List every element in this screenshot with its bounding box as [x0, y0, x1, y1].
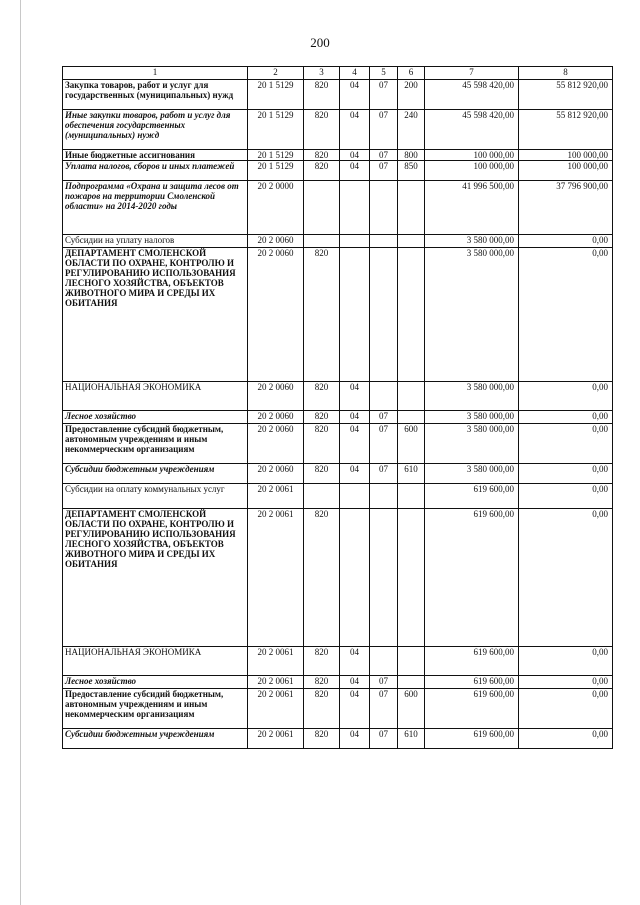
row-name: Иные бюджетные ассигнования [63, 150, 248, 161]
row-name: Уплата налогов, сборов и иных платежей [63, 161, 248, 181]
row-section-code: 04 [340, 80, 370, 110]
row-section-code: 04 [340, 424, 370, 464]
row-subsection-code: 07 [370, 161, 398, 181]
table-row [63, 689, 613, 729]
row-amount-year-2: 0,00 [519, 484, 613, 509]
row-amount-year-1: 3 580 000,00 [425, 248, 519, 382]
row-amount-year-1: 45 598 420,00 [425, 80, 519, 110]
row-target-code: 20 1 5129 [248, 161, 304, 181]
row-target-code: 20 2 0061 [248, 647, 304, 676]
row-amount-year-1: 619 600,00 [425, 484, 519, 509]
table-row [63, 235, 613, 248]
table-row [63, 110, 613, 150]
row-section-code: 04 [340, 161, 370, 181]
row-amount-year-1: 619 600,00 [425, 689, 519, 729]
row-target-code: 20 2 0060 [248, 411, 304, 424]
row-amount-year-1: 100 000,00 [425, 161, 519, 181]
row-expense-type: 200 [398, 80, 425, 110]
row-target-code: 20 2 0060 [248, 464, 304, 484]
row-grbs-code: 820 [304, 80, 340, 110]
page-number: 200 [310, 35, 330, 50]
row-subsection-code [370, 235, 398, 248]
row-amount-year-2: 100 000,00 [519, 161, 613, 181]
row-name: Лесное хозяйство [63, 411, 248, 424]
row-grbs-code: 820 [304, 150, 340, 161]
row-target-code: 20 1 5129 [248, 150, 304, 161]
row-amount-year-1: 619 600,00 [425, 729, 519, 749]
header-cell: 3 [304, 67, 340, 80]
row-name: Предоставление субсидий бюджетным, автономным учреждениям и иным некоммерческим организациям [63, 424, 248, 464]
row-amount-year-2: 0,00 [519, 509, 613, 647]
row-section-code [340, 235, 370, 248]
row-subsection-code: 07 [370, 464, 398, 484]
row-expense-type: 240 [398, 110, 425, 150]
row-name: ДЕПАРТАМЕНТ СМОЛЕНСКОЙ ОБЛАСТИ ПО ОХРАНЕ, КОНТРОЛЮ И РЕГУЛИРОВАНИЮ ИСПОЛЬЗОВАНИЯ ЛЕСНОГО ХОЗЯЙСТВА, ОБЪЕКТОВ ЖИВОТНОГО МИРА И СРЕДЫ ИХ ОБИТАНИЯ [63, 509, 248, 647]
row-subsection-code: 07 [370, 80, 398, 110]
row-amount-year-2: 0,00 [519, 647, 613, 676]
row-amount-year-1: 619 600,00 [425, 676, 519, 689]
row-subsection-code: 07 [370, 689, 398, 729]
row-subsection-code: 07 [370, 729, 398, 749]
row-target-code: 20 2 0061 [248, 509, 304, 647]
row-expense-type [398, 676, 425, 689]
row-target-code: 20 1 5129 [248, 110, 304, 150]
row-expense-type: 600 [398, 689, 425, 729]
row-grbs-code: 820 [304, 647, 340, 676]
row-amount-year-2: 0,00 [519, 424, 613, 464]
row-amount-year-2: 0,00 [519, 676, 613, 689]
table-row [63, 248, 613, 382]
row-section-code: 04 [340, 411, 370, 424]
row-name: Иные закупки товаров, работ и услуг для обеспечения государственных (муниципальных) нужд [63, 110, 248, 150]
row-grbs-code: 820 [304, 382, 340, 411]
row-subsection-code [370, 181, 398, 235]
row-grbs-code: 820 [304, 676, 340, 689]
row-amount-year-2: 0,00 [519, 382, 613, 411]
row-target-code: 20 2 0000 [248, 181, 304, 235]
table-row [63, 464, 613, 484]
row-grbs-code [304, 235, 340, 248]
row-amount-year-2: 0,00 [519, 729, 613, 749]
table-row [63, 729, 613, 749]
row-subsection-code [370, 382, 398, 411]
row-grbs-code: 820 [304, 729, 340, 749]
table-rows [63, 80, 613, 749]
row-target-code: 20 2 0061 [248, 484, 304, 509]
row-name: Подпрограмма «Охрана и защита лесов от пожаров на территории Смоленской области» на 2014-2020 годы [63, 181, 248, 235]
row-grbs-code: 820 [304, 161, 340, 181]
row-section-code [340, 484, 370, 509]
row-grbs-code: 820 [304, 464, 340, 484]
row-expense-type [398, 411, 425, 424]
table-row [63, 161, 613, 181]
row-amount-year-1: 3 580 000,00 [425, 382, 519, 411]
row-target-code: 20 2 0060 [248, 248, 304, 382]
row-amount-year-2: 100 000,00 [519, 150, 613, 161]
row-name: Лесное хозяйство [63, 676, 248, 689]
row-name: Предоставление субсидий бюджетным, автономным учреждениям и иным некоммерческим организациям [63, 689, 248, 729]
table-row [63, 382, 613, 411]
row-amount-year-1: 3 580 000,00 [425, 411, 519, 424]
row-amount-year-1: 45 598 420,00 [425, 110, 519, 150]
row-expense-type [398, 181, 425, 235]
header-cell: 7 [425, 67, 519, 80]
table-row [63, 647, 613, 676]
row-section-code: 04 [340, 729, 370, 749]
row-expense-type [398, 647, 425, 676]
table-row [63, 181, 613, 235]
row-section-code: 04 [340, 382, 370, 411]
row-section-code: 04 [340, 464, 370, 484]
row-expense-type: 800 [398, 150, 425, 161]
row-grbs-code: 820 [304, 411, 340, 424]
row-subsection-code: 07 [370, 411, 398, 424]
row-target-code: 20 2 0060 [248, 424, 304, 464]
row-name: Закупка товаров, работ и услуг для государственных (муниципальных) нужд [63, 80, 248, 110]
row-subsection-code: 07 [370, 676, 398, 689]
scan-edge-line [20, 0, 21, 905]
table-row [63, 509, 613, 647]
row-amount-year-1: 3 580 000,00 [425, 424, 519, 464]
row-target-code: 20 2 0061 [248, 729, 304, 749]
row-subsection-code [370, 509, 398, 647]
row-subsection-code [370, 647, 398, 676]
row-section-code [340, 509, 370, 647]
row-amount-year-2: 0,00 [519, 248, 613, 382]
table-row [63, 411, 613, 424]
row-subsection-code [370, 248, 398, 382]
row-subsection-code: 07 [370, 110, 398, 150]
row-name: Субсидии бюджетным учреждениям [63, 729, 248, 749]
header-cell: 2 [248, 67, 304, 80]
row-name: Субсидии на уплату налогов [63, 235, 248, 248]
row-amount-year-2: 55 812 920,00 [519, 110, 613, 150]
row-subsection-code: 07 [370, 424, 398, 464]
row-target-code: 20 2 0060 [248, 382, 304, 411]
row-expense-type: 610 [398, 464, 425, 484]
row-amount-year-2: 55 812 920,00 [519, 80, 613, 110]
row-amount-year-1: 41 996 500,00 [425, 181, 519, 235]
row-grbs-code: 820 [304, 424, 340, 464]
row-expense-type [398, 509, 425, 647]
row-amount-year-2: 0,00 [519, 464, 613, 484]
row-section-code: 04 [340, 676, 370, 689]
row-expense-type [398, 484, 425, 509]
row-amount-year-2: 0,00 [519, 689, 613, 729]
row-amount-year-1: 100 000,00 [425, 150, 519, 161]
row-name: НАЦИОНАЛЬНАЯ ЭКОНОМИКА [63, 647, 248, 676]
row-section-code: 04 [340, 647, 370, 676]
row-name: Субсидии бюджетным учреждениям [63, 464, 248, 484]
row-subsection-code: 07 [370, 150, 398, 161]
row-amount-year-2: 0,00 [519, 411, 613, 424]
header-row [63, 67, 613, 80]
header-cell: 8 [519, 67, 613, 80]
row-amount-year-2: 0,00 [519, 235, 613, 248]
row-name: Субсидии на оплату коммунальных услуг [63, 484, 248, 509]
table-row [63, 80, 613, 110]
row-subsection-code [370, 484, 398, 509]
row-amount-year-1: 619 600,00 [425, 509, 519, 647]
header-cell: 4 [340, 67, 370, 80]
row-section-code [340, 181, 370, 235]
row-target-code: 20 1 5129 [248, 80, 304, 110]
row-section-code: 04 [340, 110, 370, 150]
row-section-code [340, 248, 370, 382]
table-row [63, 150, 613, 161]
table-row [63, 676, 613, 689]
row-expense-type: 610 [398, 729, 425, 749]
row-expense-type: 600 [398, 424, 425, 464]
row-grbs-code: 820 [304, 689, 340, 729]
row-grbs-code: 820 [304, 509, 340, 647]
row-grbs-code [304, 484, 340, 509]
header-cell: 5 [370, 67, 398, 80]
row-grbs-code [304, 181, 340, 235]
row-grbs-code: 820 [304, 248, 340, 382]
row-section-code: 04 [340, 150, 370, 161]
row-expense-type [398, 235, 425, 248]
row-target-code: 20 2 0060 [248, 235, 304, 248]
header-cell: 1 [63, 67, 248, 80]
row-amount-year-2: 37 796 900,00 [519, 181, 613, 235]
row-target-code: 20 2 0061 [248, 689, 304, 729]
row-target-code: 20 2 0061 [248, 676, 304, 689]
row-name: НАЦИОНАЛЬНАЯ ЭКОНОМИКА [63, 382, 248, 411]
row-amount-year-1: 3 580 000,00 [425, 464, 519, 484]
table-row [63, 484, 613, 509]
row-grbs-code: 820 [304, 110, 340, 150]
row-expense-type [398, 382, 425, 411]
row-expense-type [398, 248, 425, 382]
budget-table [62, 66, 613, 749]
row-amount-year-1: 3 580 000,00 [425, 235, 519, 248]
table-row [63, 424, 613, 464]
row-name: ДЕПАРТАМЕНТ СМОЛЕНСКОЙ ОБЛАСТИ ПО ОХРАНЕ, КОНТРОЛЮ И РЕГУЛИРОВАНИЮ ИСПОЛЬЗОВАНИЯ ЛЕСНОГО ХОЗЯЙСТВА, ОБЪЕКТОВ ЖИВОТНОГО МИРА И СРЕДЫ ИХ ОБИТАНИЯ [63, 248, 248, 382]
row-expense-type: 850 [398, 161, 425, 181]
row-amount-year-1: 619 600,00 [425, 647, 519, 676]
header-cell: 6 [398, 67, 425, 80]
row-section-code: 04 [340, 689, 370, 729]
